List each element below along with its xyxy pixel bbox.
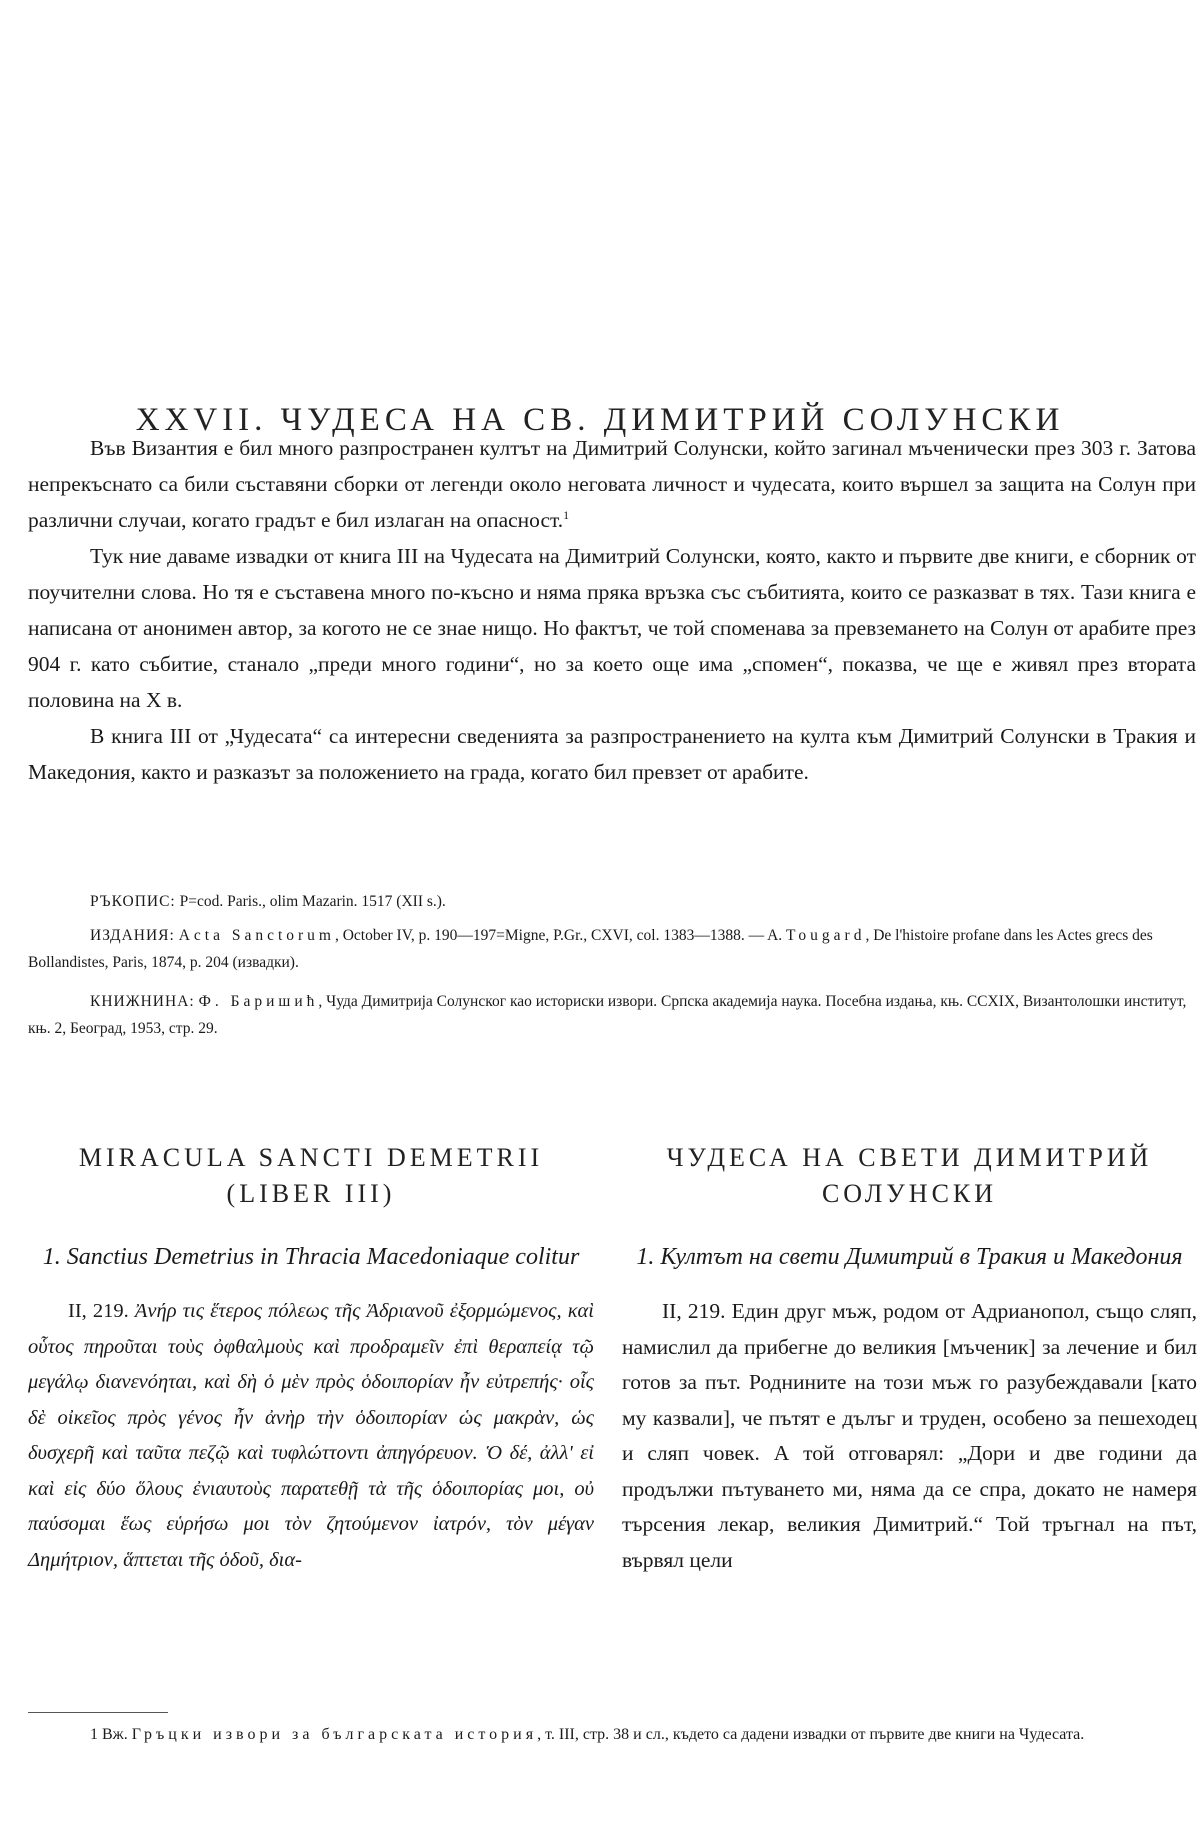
bulgarian-section-title: 1. Култът на свети Димитрий в Тракия и Македония: [636, 1244, 1183, 1270]
intro-paragraph-3: В книга III от „Чудесата“ са интересни сведенията за разпространението на култа към Димитрий Солунски в Тракия и Македония, както и разказът за положението на града, когато бил превзет от арабите.: [28, 724, 1196, 784]
manuscript-value: P=cod. Paris., olim Mazarin. 1517 (XII s.).: [179, 893, 446, 910]
intro-paragraph-1: [28, 430, 1196, 538]
footnote: [28, 1722, 1196, 1748]
greek-paragraph-number: II, 219.: [68, 1300, 129, 1322]
editions-line: [28, 922, 1196, 976]
intro-paragraph-2: Тук ние даваме извадки от книга III на Чудесата на Димитрий Солунски, която, както и първите две книги, е сборник от поучителни слова. Но тя е съставена много по-късно и няма пряка връзка със събитията, които се разказват в тях. Тази книга е написана от анонимен автор, за когото не се знае нищо. Но фактът, че той споменава за превземането на Солун от арабите през 904 г. като събитие, станало „преди много години“, но за което още има „спомен“, показва, че ще е живял през втората половина на X в.: [28, 544, 1196, 712]
manuscript-line: [28, 888, 1196, 915]
intro-section: [28, 430, 1196, 790]
editions-part2: , De l'histoire profane dans les Actes grecs des Bollandistes, Paris, 1874, p. 204 (извадки).: [28, 927, 1153, 971]
editions-part1: , October IV, p. 190—197=Migne, P.Gr., CXVI, col. 1383—1388. — A.: [334, 927, 783, 944]
manuscript-label: РЪКОПИС:: [90, 893, 176, 910]
literature-label: КНИЖНИНА:: [90, 993, 195, 1010]
footnote-reference: 1: [563, 507, 570, 522]
footnote-source: Гръцки извори за българската история: [131, 1726, 538, 1743]
bulgarian-paragraph: II, 219. Един друг мъж, родом от Адрианопол, също сляп, намислил да прибегне до великия [мъченик] за лечение и бил готов за път. Роднините на този мъж го разубеждавали [като му казвали], че пътят е дълъг и труден, особено за пешеходец и сляп човек. А той отговарял: „Дори и две години да продължи пътуването ми, няма да се спра, докато не намеря търсения лекар, великия Димитрий.“ Той тръгнал на път, вървял цели: [622, 1299, 1197, 1572]
bulgarian-column: [622, 1140, 1197, 1578]
editions-label: ИЗДАНИЯ:: [90, 927, 175, 944]
footnote-mark: 1: [90, 1726, 98, 1743]
footnote-rest: , т. III, стр. 38 и сл., където са дадени извадки от първите две книги на Чудесата.: [537, 1726, 1085, 1743]
literature-value: , Чуда Димитрија Солунског као историски извори. Српска академија наука. Посебна издања, књ. CCXIX, Византолошки институт, књ. 2, Београд, 1953, стр. 29.: [28, 993, 1187, 1037]
footnote-prefix: Вж.: [102, 1726, 128, 1743]
latin-title-line-1: MIRACULA SANCTI DEMETRII: [78, 1143, 544, 1172]
latin-section-title: 1. Sanctius Demetrius in Thracia Macedoniaque colitur: [42, 1244, 580, 1270]
latin-column-title: [28, 1140, 594, 1212]
greek-paragraph-text: Ἀνήρ τις ἕτερος πόλεως τῆς Ἀδριανοῦ ἐξορμώμενος, καὶ οὗτος πηροῦται τοὺς ὀφθαλμοὺς καὶ προδραμεῖν ἐπὶ θεραπείᾳ τῷ μεγάλῳ διανενόηται, καὶ δὴ ὁ μὲν πρὸς ὁδοιπορίαν ἦν εὐτρεπής· οἷς δὲ οἰκεῖος πρὸς γένος ἦν ἀνὴρ τὴν ὁδοιπορίαν ὡς μακρὰν, ὡς δυσχερῆ καὶ ταῦτα πεζῷ καὶ τυφλώττοντι ἀπηγόρευον. Ὁ δέ, ἀλλ' εἰ καὶ εἰς δύο ὅλους ἐνιαυτοὺς παρατεθῇ τὰ τῆς ὁδοιπορίας μοι, οὐ παύσομαι ἕως εὑρήσω μοι τὸν ζητούμενον ἰατρόν, τὸν μέγαν Δημήτριον, ἅπτεται τῆς ὁδοῦ, δια-: [28, 1300, 594, 1571]
latin-column: [28, 1140, 594, 1578]
intro-paragraph-1-text: Във Византия е бил много разпространен култът на Димитрий Солунски, който загинал мъченически през 303 г. Затова непрекъснато са били съставяни сборки от легенди около неговата личност и чудесата, които вършел за защита на Солун при различни случаи, когато градът е бил излаган на опасност.: [28, 436, 1196, 532]
bulgarian-title-line-1: ЧУДЕСА НА СВЕТИ ДИМИТРИЙ: [666, 1143, 1153, 1172]
bulgarian-column-title: [622, 1140, 1197, 1212]
literature-line: [28, 988, 1196, 1042]
editions-acta: Acta Sanctorum: [178, 927, 335, 944]
editions-tougard: Tougard: [786, 927, 866, 944]
chapter-title: XXVII. ЧУДЕСА НА СВ. ДИМИТРИЙ СОЛУНСКИ: [135, 402, 1065, 439]
latin-title-line-2: (LIBER III): [226, 1179, 396, 1208]
literature-author: Ф. Баришић: [198, 993, 319, 1010]
greek-paragraph: [28, 1294, 594, 1578]
bulgarian-title-line-2: СОЛУНСКИ: [821, 1179, 998, 1208]
footnote-divider: [28, 1712, 168, 1713]
